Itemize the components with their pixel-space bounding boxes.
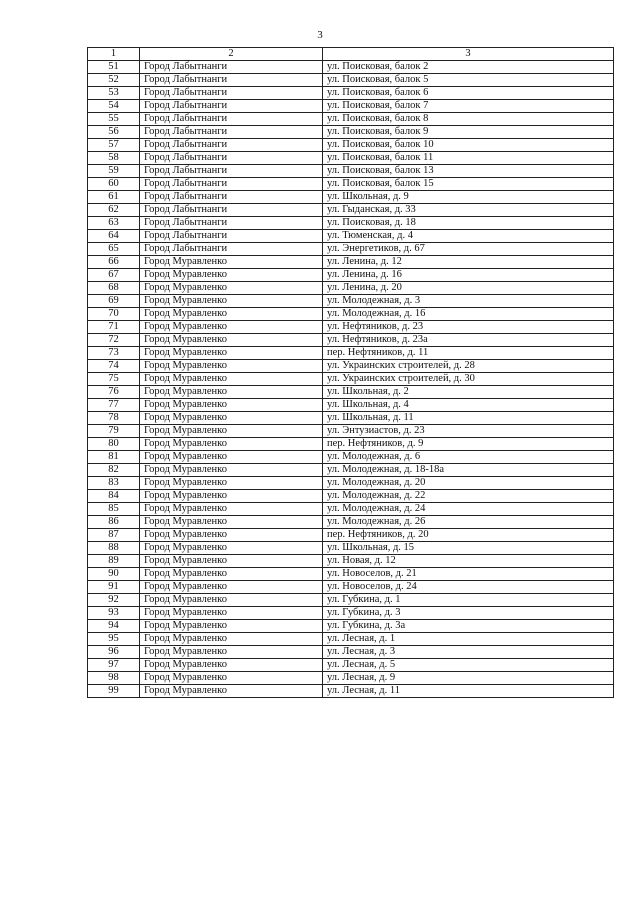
page-number: 3 — [317, 29, 323, 41]
city-cell: Город Лабытнанги — [140, 178, 323, 191]
header-col-number: 1 — [88, 48, 140, 61]
city-cell: Город Муравленко — [140, 334, 323, 347]
row-number-cell: 76 — [88, 386, 140, 399]
row-number-cell: 66 — [88, 256, 140, 269]
address-cell: ул. Поисковая, балок 9 — [323, 126, 614, 139]
city-cell: Город Муравленко — [140, 451, 323, 464]
address-cell: ул. Школьная, д. 4 — [323, 399, 614, 412]
table-row — [88, 334, 614, 347]
city-cell: Город Муравленко — [140, 568, 323, 581]
table-row — [88, 607, 614, 620]
address-cell: ул. Поисковая, д. 18 — [323, 217, 614, 230]
table-row — [88, 516, 614, 529]
table-row — [88, 373, 614, 386]
header-col-address: 3 — [323, 48, 614, 61]
address-cell: ул. Лесная, д. 3 — [323, 646, 614, 659]
table-row — [88, 685, 614, 698]
city-cell: Город Муравленко — [140, 581, 323, 594]
city-cell: Город Лабытнанги — [140, 126, 323, 139]
row-number-cell: 55 — [88, 113, 140, 126]
address-cell: ул. Нефтяников, д. 23 — [323, 321, 614, 334]
table-row — [88, 594, 614, 607]
address-cell: ул. Новая, д. 12 — [323, 555, 614, 568]
row-number-cell: 79 — [88, 425, 140, 438]
table-row — [88, 152, 614, 165]
table-row — [88, 542, 614, 555]
row-number-cell: 92 — [88, 594, 140, 607]
address-cell: ул. Школьная, д. 2 — [323, 386, 614, 399]
address-cell: ул. Энтузиастов, д. 23 — [323, 425, 614, 438]
row-number-cell: 91 — [88, 581, 140, 594]
address-cell: ул. Поисковая, балок 13 — [323, 165, 614, 178]
row-number-cell: 80 — [88, 438, 140, 451]
table-row — [88, 490, 614, 503]
address-cell: ул. Лесная, д. 9 — [323, 672, 614, 685]
city-cell: Город Лабытнанги — [140, 139, 323, 152]
table-row — [88, 321, 614, 334]
city-cell: Город Муравленко — [140, 490, 323, 503]
row-number-cell: 99 — [88, 685, 140, 698]
table-row — [88, 451, 614, 464]
table-row — [88, 165, 614, 178]
table-row — [88, 61, 614, 74]
address-cell: ул. Новоселов, д. 24 — [323, 581, 614, 594]
city-cell: Город Муравленко — [140, 503, 323, 516]
row-number-cell: 96 — [88, 646, 140, 659]
row-number-cell: 74 — [88, 360, 140, 373]
table-row — [88, 646, 614, 659]
city-cell: Город Лабытнанги — [140, 191, 323, 204]
city-cell: Город Муравленко — [140, 425, 323, 438]
address-cell: ул. Поисковая, балок 5 — [323, 74, 614, 87]
address-cell: ул. Энергетиков, д. 67 — [323, 243, 614, 256]
address-cell: ул. Поисковая, балок 2 — [323, 61, 614, 74]
table-row — [88, 100, 614, 113]
table-row — [88, 412, 614, 425]
city-cell: Город Муравленко — [140, 412, 323, 425]
address-cell: ул. Молодежная, д. 18-18а — [323, 464, 614, 477]
address-cell: пер. Нефтяников, д. 20 — [323, 529, 614, 542]
row-number-cell: 86 — [88, 516, 140, 529]
row-number-cell: 56 — [88, 126, 140, 139]
table-row — [88, 230, 614, 243]
row-number-cell: 90 — [88, 568, 140, 581]
table-row — [88, 87, 614, 100]
row-number-cell: 88 — [88, 542, 140, 555]
row-number-cell: 82 — [88, 464, 140, 477]
row-number-cell: 59 — [88, 165, 140, 178]
address-cell: ул. Молодежная, д. 20 — [323, 477, 614, 490]
city-cell: Город Муравленко — [140, 321, 323, 334]
row-number-cell: 60 — [88, 178, 140, 191]
table-row — [88, 568, 614, 581]
city-cell: Город Лабытнанги — [140, 61, 323, 74]
city-cell: Город Муравленко — [140, 542, 323, 555]
table-row — [88, 126, 614, 139]
row-number-cell: 72 — [88, 334, 140, 347]
table-row — [88, 425, 614, 438]
city-cell: Город Муравленко — [140, 633, 323, 646]
row-number-cell: 93 — [88, 607, 140, 620]
city-cell: Город Муравленко — [140, 360, 323, 373]
row-number-cell: 65 — [88, 243, 140, 256]
city-cell: Город Лабытнанги — [140, 243, 323, 256]
table-row — [88, 295, 614, 308]
city-cell: Город Муравленко — [140, 646, 323, 659]
row-number-cell: 53 — [88, 87, 140, 100]
address-cell: ул. Молодежная, д. 6 — [323, 451, 614, 464]
table-row — [88, 256, 614, 269]
address-cell: ул. Поисковая, балок 7 — [323, 100, 614, 113]
row-number-cell: 71 — [88, 321, 140, 334]
row-number-cell: 98 — [88, 672, 140, 685]
row-number-cell: 51 — [88, 61, 140, 74]
address-cell: ул. Поисковая, балок 8 — [323, 113, 614, 126]
table-row — [88, 347, 614, 360]
table-row — [88, 386, 614, 399]
row-number-cell: 95 — [88, 633, 140, 646]
address-cell: ул. Ленина, д. 20 — [323, 282, 614, 295]
city-cell: Город Лабытнанги — [140, 152, 323, 165]
table-row — [88, 672, 614, 685]
table-row — [88, 464, 614, 477]
row-number-cell: 75 — [88, 373, 140, 386]
address-cell: ул. Лесная, д. 5 — [323, 659, 614, 672]
city-cell: Город Муравленко — [140, 256, 323, 269]
table-row — [88, 217, 614, 230]
table-row — [88, 191, 614, 204]
table-row — [88, 503, 614, 516]
city-cell: Город Лабытнанги — [140, 100, 323, 113]
address-cell: ул. Губкина, д. 3а — [323, 620, 614, 633]
city-cell: Город Муравленко — [140, 373, 323, 386]
table-row — [88, 269, 614, 282]
city-cell: Город Муравленко — [140, 529, 323, 542]
row-number-cell: 64 — [88, 230, 140, 243]
table-row — [88, 555, 614, 568]
row-number-cell: 57 — [88, 139, 140, 152]
table-row — [88, 620, 614, 633]
city-cell: Город Муравленко — [140, 464, 323, 477]
row-number-cell: 52 — [88, 74, 140, 87]
row-number-cell: 63 — [88, 217, 140, 230]
city-cell: Город Муравленко — [140, 269, 323, 282]
row-number-cell: 70 — [88, 308, 140, 321]
row-number-cell: 67 — [88, 269, 140, 282]
city-cell: Город Муравленко — [140, 399, 323, 412]
address-cell: ул. Губкина, д. 3 — [323, 607, 614, 620]
city-cell: Город Муравленко — [140, 672, 323, 685]
address-cell: ул. Школьная, д. 9 — [323, 191, 614, 204]
address-cell: ул. Молодежная, д. 24 — [323, 503, 614, 516]
address-cell: ул. Украинских строителей, д. 28 — [323, 360, 614, 373]
row-number-cell: 62 — [88, 204, 140, 217]
table-row — [88, 204, 614, 217]
row-number-cell: 84 — [88, 490, 140, 503]
address-cell: ул. Поисковая, балок 11 — [323, 152, 614, 165]
row-number-cell: 81 — [88, 451, 140, 464]
address-cell: ул. Молодежная, д. 3 — [323, 295, 614, 308]
table-row — [88, 139, 614, 152]
address-cell: ул. Лесная, д. 1 — [323, 633, 614, 646]
row-number-cell: 54 — [88, 100, 140, 113]
city-cell: Город Муравленко — [140, 282, 323, 295]
header-col-city: 2 — [140, 48, 323, 61]
address-table — [87, 47, 614, 698]
city-cell: Город Лабытнанги — [140, 230, 323, 243]
address-cell: ул. Тюменская, д. 4 — [323, 230, 614, 243]
address-cell: ул. Губкина, д. 1 — [323, 594, 614, 607]
city-cell: Город Муравленко — [140, 295, 323, 308]
table-row — [88, 178, 614, 191]
address-cell: ул. Школьная, д. 15 — [323, 542, 614, 555]
address-cell: ул. Гыданская, д. 33 — [323, 204, 614, 217]
address-cell: пер. Нефтяников, д. 9 — [323, 438, 614, 451]
row-number-cell: 83 — [88, 477, 140, 490]
table-row — [88, 633, 614, 646]
address-cell: ул. Ленина, д. 12 — [323, 256, 614, 269]
row-number-cell: 68 — [88, 282, 140, 295]
row-number-cell: 85 — [88, 503, 140, 516]
header-row — [88, 48, 614, 61]
row-number-cell: 73 — [88, 347, 140, 360]
address-cell: ул. Молодежная, д. 26 — [323, 516, 614, 529]
city-cell: Город Лабытнанги — [140, 74, 323, 87]
table-row — [88, 529, 614, 542]
table-row — [88, 243, 614, 256]
table-row — [88, 399, 614, 412]
city-cell: Город Муравленко — [140, 555, 323, 568]
address-cell: ул. Украинских строителей, д. 30 — [323, 373, 614, 386]
city-cell: Город Муравленко — [140, 386, 323, 399]
table-row — [88, 113, 614, 126]
row-number-cell: 97 — [88, 659, 140, 672]
row-number-cell: 78 — [88, 412, 140, 425]
address-cell: ул. Лесная, д. 11 — [323, 685, 614, 698]
table-row — [88, 659, 614, 672]
city-cell: Город Лабытнанги — [140, 165, 323, 178]
row-number-cell: 87 — [88, 529, 140, 542]
table-row — [88, 308, 614, 321]
row-number-cell: 58 — [88, 152, 140, 165]
address-cell: ул. Ленина, д. 16 — [323, 269, 614, 282]
table-row — [88, 581, 614, 594]
table-row — [88, 282, 614, 295]
city-cell: Город Лабытнанги — [140, 204, 323, 217]
row-number-cell: 94 — [88, 620, 140, 633]
address-cell: ул. Новоселов, д. 21 — [323, 568, 614, 581]
city-cell: Город Муравленко — [140, 477, 323, 490]
city-cell: Город Муравленко — [140, 659, 323, 672]
city-cell: Город Муравленко — [140, 516, 323, 529]
address-cell: ул. Поисковая, балок 10 — [323, 139, 614, 152]
city-cell: Город Муравленко — [140, 308, 323, 321]
city-cell: Город Муравленко — [140, 594, 323, 607]
table-row — [88, 438, 614, 451]
address-cell: ул. Школьная, д. 11 — [323, 412, 614, 425]
table-header — [88, 48, 614, 61]
city-cell: Город Муравленко — [140, 607, 323, 620]
row-number-cell: 69 — [88, 295, 140, 308]
row-number-cell: 89 — [88, 555, 140, 568]
city-cell: Город Муравленко — [140, 620, 323, 633]
address-cell: ул. Поисковая, балок 15 — [323, 178, 614, 191]
table-row — [88, 74, 614, 87]
city-cell: Город Муравленко — [140, 438, 323, 451]
table-row — [88, 477, 614, 490]
address-cell: ул. Поисковая, балок 6 — [323, 87, 614, 100]
address-cell: ул. Молодежная, д. 22 — [323, 490, 614, 503]
address-cell: ул. Молодежная, д. 16 — [323, 308, 614, 321]
city-cell: Город Муравленко — [140, 347, 323, 360]
row-number-cell: 77 — [88, 399, 140, 412]
table-row — [88, 360, 614, 373]
city-cell: Город Лабытнанги — [140, 217, 323, 230]
address-cell: ул. Нефтяников, д. 23а — [323, 334, 614, 347]
city-cell: Город Муравленко — [140, 685, 323, 698]
row-number-cell: 61 — [88, 191, 140, 204]
city-cell: Город Лабытнанги — [140, 87, 323, 100]
city-cell: Город Лабытнанги — [140, 113, 323, 126]
table-body — [88, 61, 614, 698]
address-cell: пер. Нефтяников, д. 11 — [323, 347, 614, 360]
